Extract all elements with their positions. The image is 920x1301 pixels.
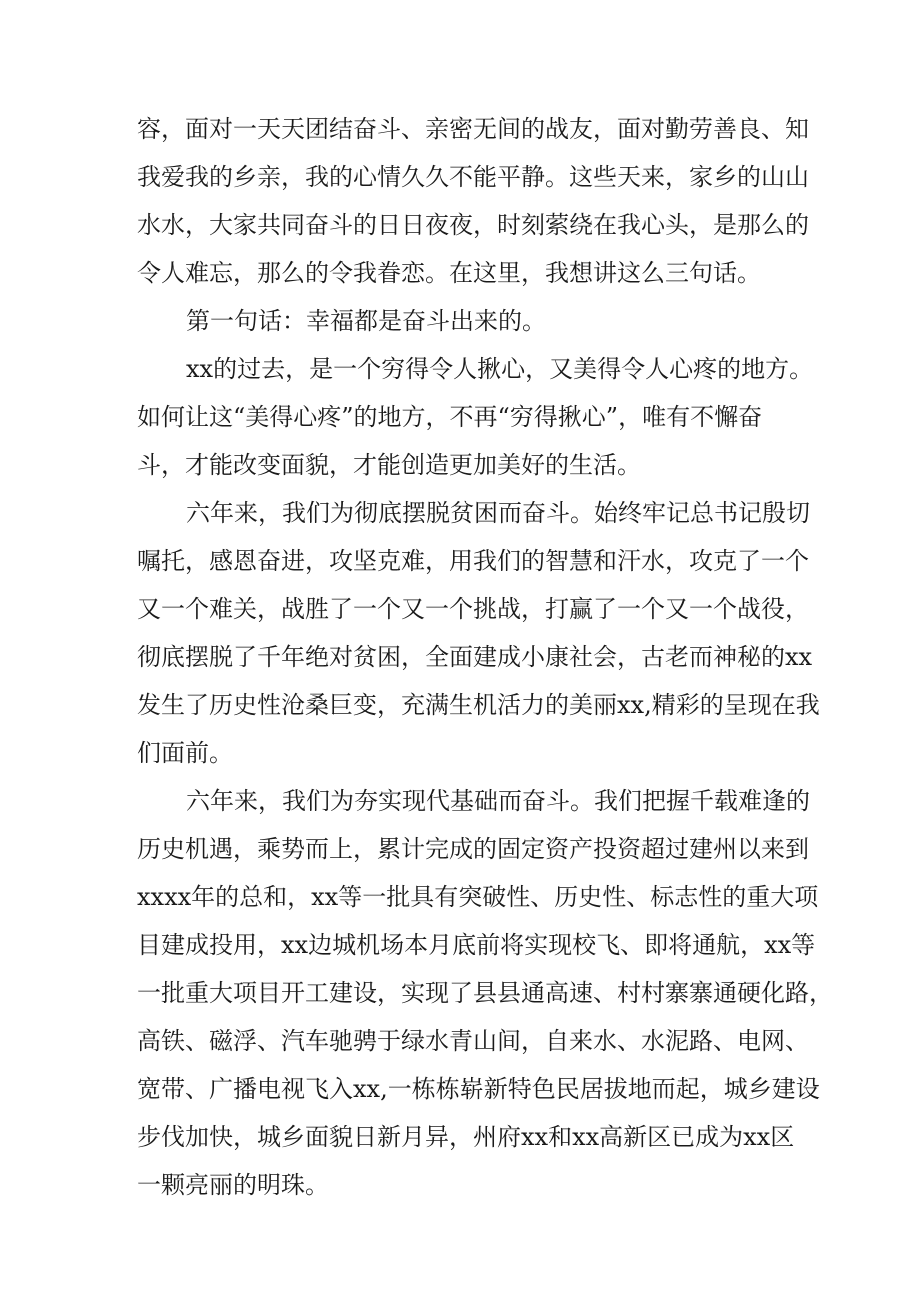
text-line: 容，面对一天天团结奋斗、亲密无间的战友，面对勤劳善良、知 [137,115,809,143]
text-line: 目建成投用，xx边城机场本月底前将实现校飞、即将通航，xx等 [137,931,816,959]
text-line: 我爱我的乡亲，我的心情久久不能平静。这些天来，家乡的山山 [137,163,809,191]
text-line: 又一个难关，战胜了一个又一个挑战，打赢了一个又一个战役， [137,595,809,623]
text-line: 如何让这“美得心疼”的地方，不再“穷得揪心”，唯有不懈奋 [137,403,763,431]
text-line: xx的过去，是一个穷得令人揪心，又美得令人心疼的地方。 [186,355,814,383]
text-line: 令人难忘，那么的令我眷恋。在这里，我想讲这么三句话。 [137,259,761,287]
text-line: 一批重大项目开工建设，实现了县县通高速、村村寨寨通硬化路， [137,979,833,1007]
text-line: 们面前。 [137,739,233,767]
text-line: 嘱托，感恩奋进，攻坚克难，用我们的智慧和汗水，攻克了一个 [137,547,809,575]
text-line: 六年来，我们为夯实现代基础而奋斗。我们把握千载难逢的 [186,787,810,815]
text-line: 彻底摆脱了千年绝对贫困，全面建成小康社会，古老而神秘的xx [137,643,813,671]
text-line: 高铁、磁浮、汽车驰骋于绿水青山间，自来水、水泥路、电网、 [137,1027,809,1055]
section-heading: 第一句话：幸福都是奋斗出来的。 [186,307,546,335]
text-line: 一颗亮丽的明珠。 [137,1171,329,1199]
text-line: 发生了历史性沧桑巨变，充满生机活力的美丽xx,精彩的呈现在我 [137,691,820,719]
text-line: 历史机遇，乘势而上，累计完成的固定资产投资超过建州以来到 [137,835,809,863]
text-line: 水水，大家共同奋斗的日日夜夜，时刻萦绕在我心头，是那么的 [137,211,809,239]
text-line: 宽带、广播电视飞入xx,一栋栋崭新特色民居拔地而起，城乡建设 [137,1075,820,1103]
text-line: 斗，才能改变面貌，才能创造更加美好的生活。 [137,451,641,479]
text-line: xxxx年的总和，xx等一批具有突破性、历史性、标志性的重大项 [137,883,819,911]
text-line: 步伐加快，城乡面貌日新月异，州府xx和xx高新区已成为xx区 [137,1123,795,1151]
text-line: 六年来，我们为彻底摆脱贫困而奋斗。始终牢记总书记殷切 [186,499,810,527]
